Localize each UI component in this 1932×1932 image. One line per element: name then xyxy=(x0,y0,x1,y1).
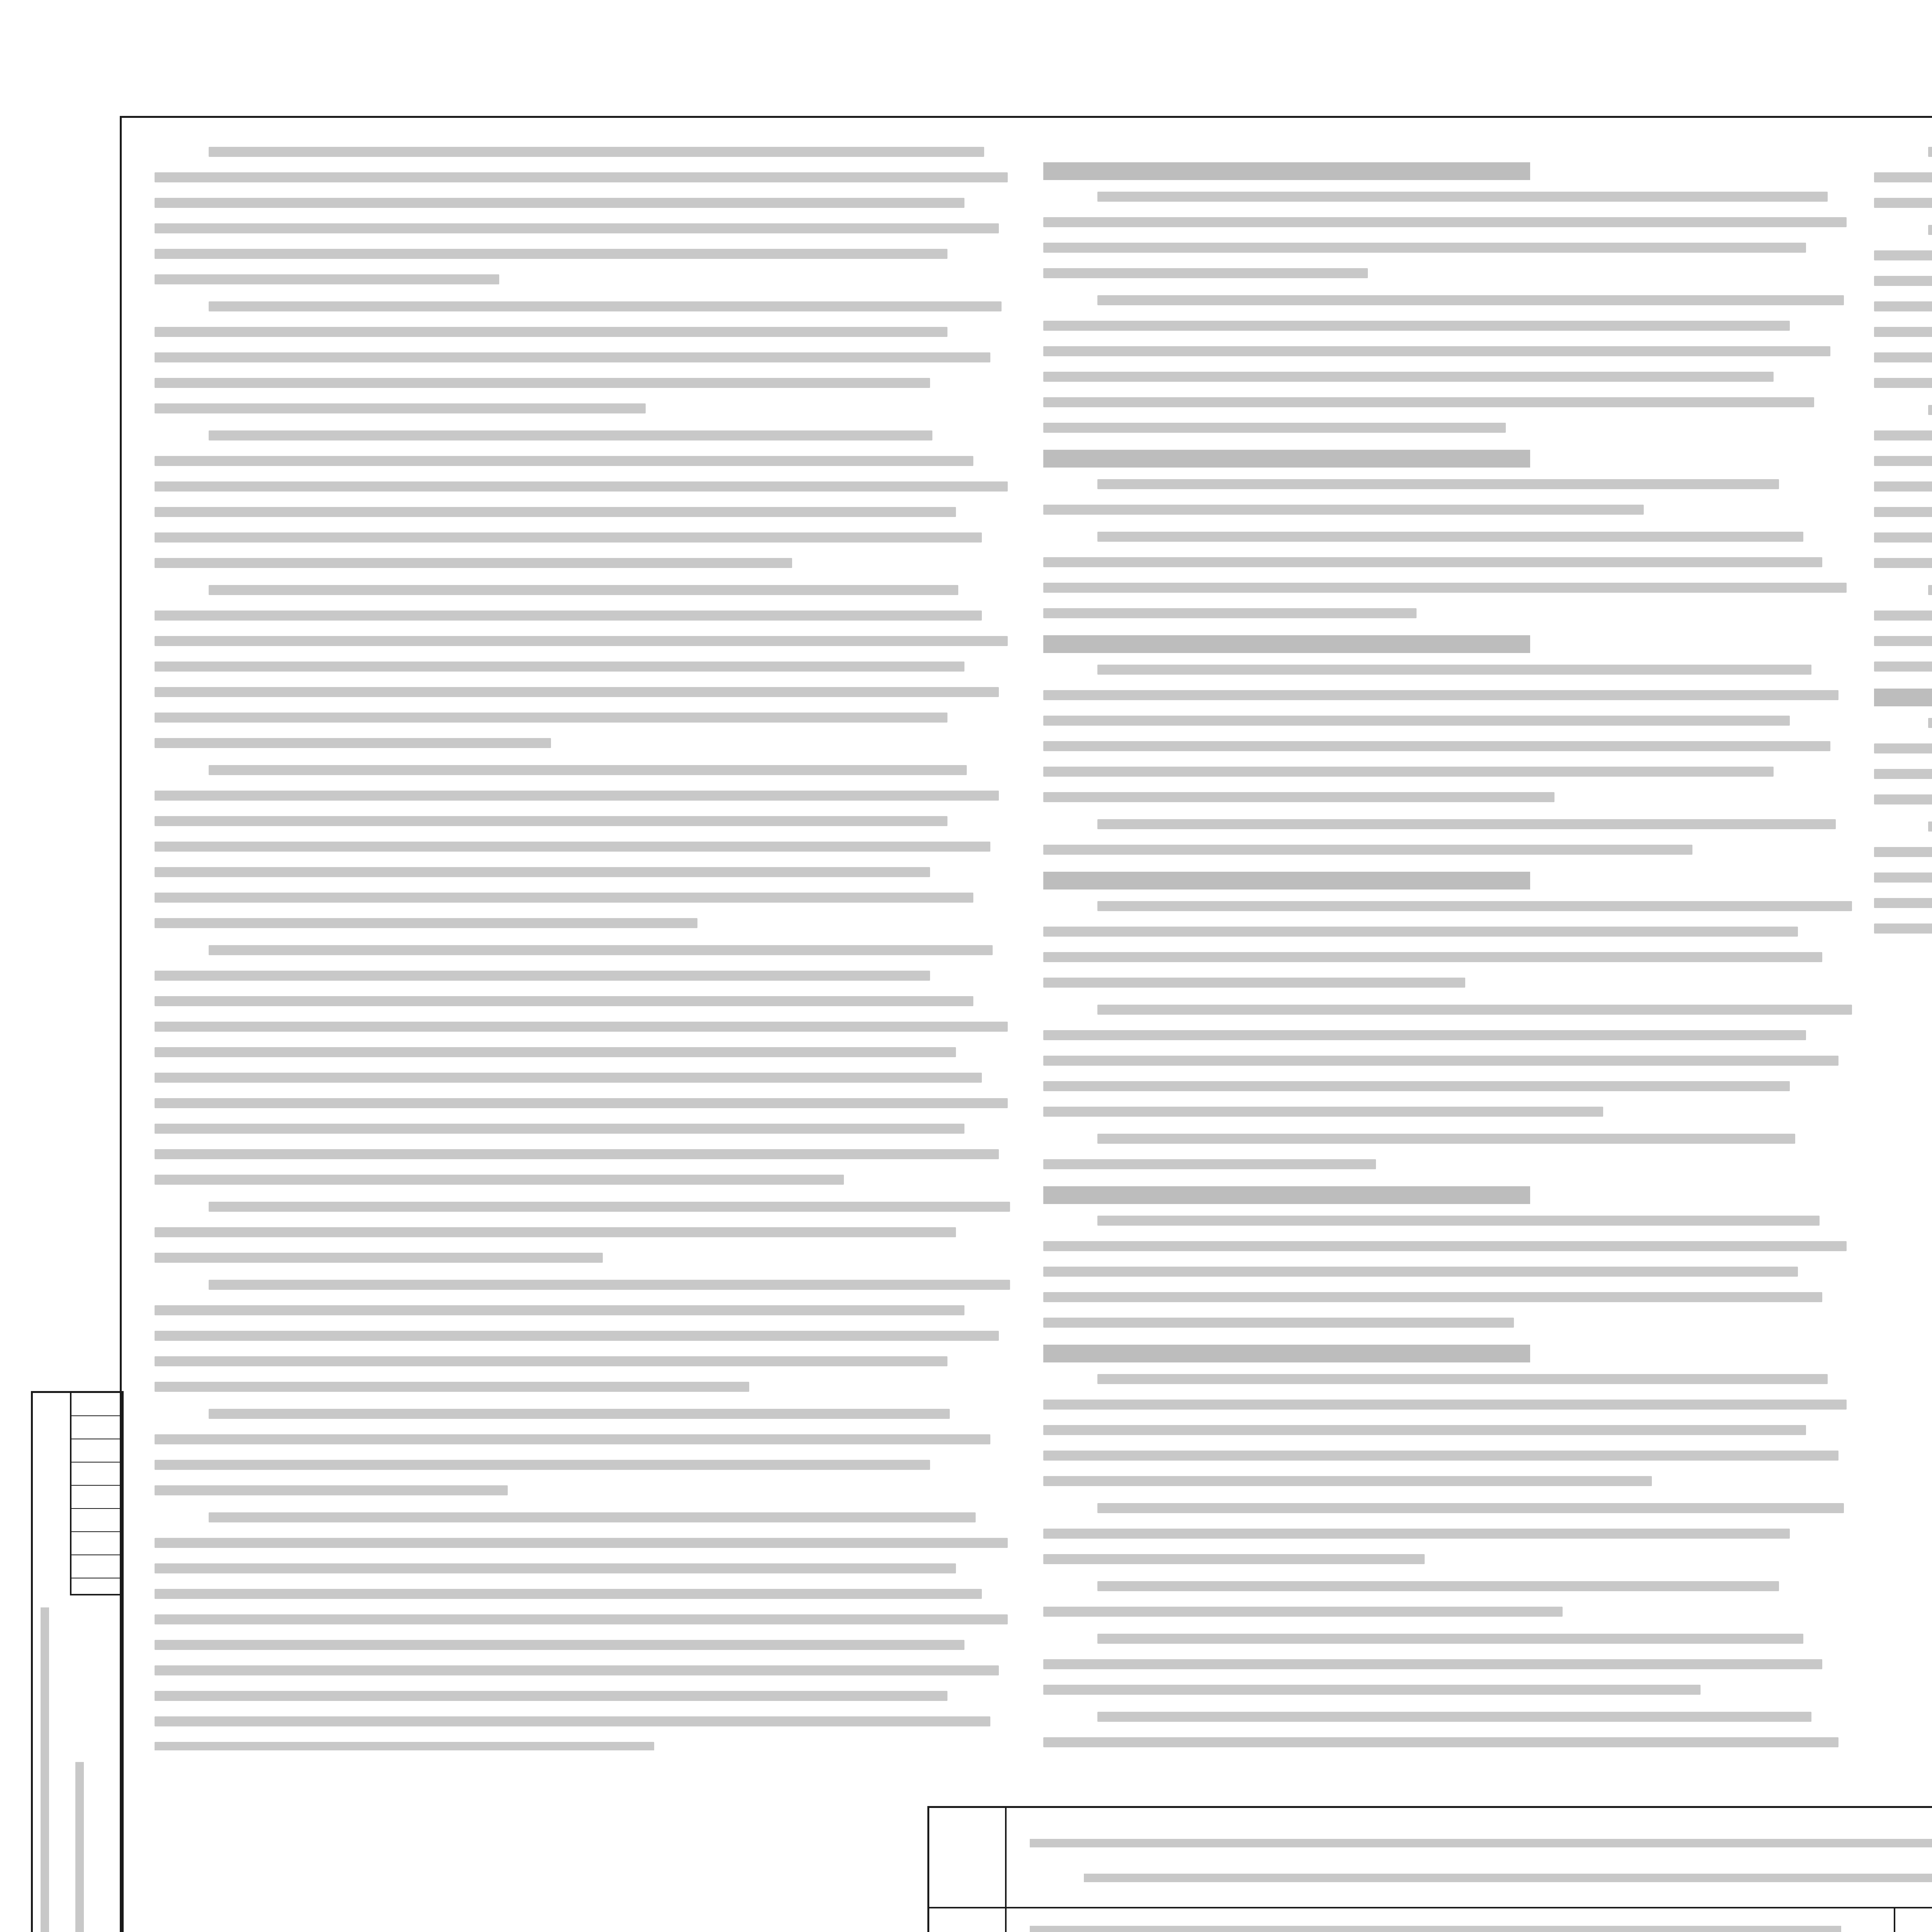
text-line xyxy=(155,662,964,672)
text-line xyxy=(155,1098,1008,1108)
text-line xyxy=(155,1742,654,1750)
text-line xyxy=(155,636,1008,646)
title-block-year-cell xyxy=(929,1908,1007,1932)
text-line xyxy=(155,1563,956,1573)
text-line xyxy=(1043,505,1644,515)
paragraph xyxy=(155,301,1016,413)
text-line xyxy=(155,687,999,697)
text-line xyxy=(1043,1685,1701,1695)
text-line xyxy=(1097,1712,1811,1722)
text-line xyxy=(1043,978,1465,988)
title-block-sheet-subject-cell xyxy=(1007,1908,1895,1932)
text-line xyxy=(155,791,999,801)
text-line xyxy=(155,1124,964,1134)
text-line xyxy=(1043,372,1774,382)
text-line xyxy=(1928,821,1932,832)
text-line xyxy=(1043,1529,1790,1539)
title-block-sheet-name-cell xyxy=(1895,1908,1932,1932)
text-line xyxy=(155,558,792,568)
text-line xyxy=(1874,636,1932,646)
text-line xyxy=(1874,898,1932,908)
text-line xyxy=(1043,268,1368,278)
text-line xyxy=(155,1149,999,1159)
text-line xyxy=(1043,346,1830,356)
text-line xyxy=(209,1512,976,1522)
text-line xyxy=(1874,456,1932,466)
text-line xyxy=(155,223,999,233)
text-line xyxy=(155,611,982,621)
text-line xyxy=(1043,1400,1847,1410)
paragraph xyxy=(1043,665,1855,802)
text-line xyxy=(1097,819,1836,829)
paragraph xyxy=(1043,479,1855,515)
text-line xyxy=(155,971,930,981)
text-line xyxy=(1043,217,1847,227)
text-line xyxy=(155,1047,956,1057)
text-column-middle xyxy=(1043,147,1855,1750)
text-line xyxy=(155,1356,947,1366)
paragraph xyxy=(155,585,1016,748)
text-line xyxy=(1043,1476,1652,1486)
text-line xyxy=(1043,1056,1838,1066)
paragraph xyxy=(1874,718,1932,804)
text-line xyxy=(155,1589,982,1599)
section-heading xyxy=(1043,1345,1530,1362)
paragraph xyxy=(155,1280,1016,1392)
text-line xyxy=(1874,301,1932,311)
title-block xyxy=(927,1806,1932,1932)
text-line xyxy=(209,585,958,595)
text-column-right xyxy=(1874,147,1932,1750)
paragraph xyxy=(1874,585,1932,672)
text-line xyxy=(1043,1081,1790,1091)
text-line xyxy=(1043,1030,1806,1040)
text-line xyxy=(155,1460,930,1470)
text-line xyxy=(1043,845,1692,855)
title-block-document-title-cell xyxy=(1007,1808,1932,1908)
text-line xyxy=(1043,608,1417,618)
text-line xyxy=(155,249,947,259)
text-line xyxy=(1043,690,1838,700)
paragraph xyxy=(1043,1005,1855,1117)
text-line xyxy=(1043,1425,1806,1435)
text-line xyxy=(155,713,947,723)
text-line xyxy=(155,1665,999,1675)
text-line xyxy=(1043,243,1806,253)
paragraph xyxy=(1043,1374,1855,1486)
text-line xyxy=(1874,481,1932,492)
text-line xyxy=(155,1434,990,1444)
paragraph xyxy=(1043,901,1855,988)
text-line xyxy=(1928,147,1932,157)
text-line xyxy=(1097,192,1828,202)
paragraph xyxy=(1043,295,1855,433)
section-heading xyxy=(1043,635,1530,653)
text-line xyxy=(209,1202,1010,1212)
paragraph xyxy=(1043,532,1855,618)
text-line xyxy=(1874,378,1932,388)
approval-stamp xyxy=(31,1391,124,1932)
text-line xyxy=(1043,1607,1563,1617)
paragraph xyxy=(1043,1581,1855,1617)
paragraph xyxy=(155,945,1016,1185)
text-line xyxy=(1097,1374,1828,1384)
paragraph xyxy=(155,1202,1016,1263)
text-line xyxy=(1874,250,1932,260)
section-heading xyxy=(1043,450,1530,468)
paragraph xyxy=(1043,1216,1855,1328)
paragraph xyxy=(1874,821,1932,934)
paragraph xyxy=(155,765,1016,928)
text-line xyxy=(155,172,1008,182)
text-line xyxy=(1874,872,1932,883)
text-line xyxy=(155,1227,956,1237)
text-line xyxy=(155,507,956,517)
text-line xyxy=(155,1331,999,1341)
text-line xyxy=(1043,1241,1847,1251)
text-line xyxy=(155,842,990,852)
paragraph xyxy=(1874,147,1932,208)
text-line xyxy=(1874,532,1932,543)
text-line xyxy=(209,301,1002,311)
text-line xyxy=(155,274,499,284)
text-line xyxy=(155,1073,982,1083)
text-line xyxy=(1043,583,1847,593)
text-line xyxy=(155,996,973,1006)
text-line xyxy=(209,147,984,157)
text-line xyxy=(1928,405,1932,415)
text-line xyxy=(1874,923,1932,934)
paragraph xyxy=(1043,819,1855,855)
stamp-organization-text xyxy=(41,1414,56,1932)
text-line xyxy=(155,1253,603,1263)
text-line xyxy=(1874,743,1932,753)
text-line xyxy=(155,532,982,543)
text-line xyxy=(1043,321,1790,331)
text-line xyxy=(1874,430,1932,440)
text-line xyxy=(1043,927,1798,937)
text-line xyxy=(1097,1634,1803,1644)
text-line xyxy=(1874,352,1932,362)
text-line xyxy=(155,1640,964,1650)
text-line xyxy=(1097,901,1852,911)
text-line xyxy=(155,403,646,413)
paragraph xyxy=(1043,1712,1855,1750)
text-line xyxy=(155,918,697,928)
text-line xyxy=(155,1305,964,1315)
text-line xyxy=(1043,1659,1822,1669)
stamp-city-text xyxy=(75,1646,91,1932)
text-line xyxy=(1874,198,1932,208)
text-line xyxy=(155,738,551,748)
text-line xyxy=(1097,1503,1844,1513)
text-line xyxy=(1043,792,1554,802)
text-line xyxy=(209,945,993,955)
title-block-code-cell xyxy=(929,1808,1007,1908)
text-line xyxy=(1043,1554,1425,1564)
text-line xyxy=(1043,423,1506,433)
paragraph xyxy=(155,430,1016,568)
text-line xyxy=(155,1716,990,1726)
text-line xyxy=(1097,295,1844,305)
text-line xyxy=(155,1175,844,1185)
text-line xyxy=(1097,1216,1820,1226)
text-line xyxy=(1874,276,1932,286)
paragraph xyxy=(1043,1134,1855,1169)
text-line xyxy=(155,816,947,826)
text-line xyxy=(209,765,967,775)
text-line xyxy=(155,1382,749,1392)
paragraph xyxy=(155,1512,1016,1750)
text-line xyxy=(1874,558,1932,568)
text-line xyxy=(1874,794,1932,804)
section-heading xyxy=(1043,162,1530,180)
text-line xyxy=(155,378,930,388)
paragraph xyxy=(1874,405,1932,568)
text-line xyxy=(155,1691,947,1701)
text-line xyxy=(1043,1107,1603,1117)
text-line xyxy=(1043,741,1830,751)
text-line xyxy=(1097,532,1803,542)
section-heading xyxy=(1874,689,1932,706)
text-line xyxy=(155,456,973,466)
text-line xyxy=(1043,716,1790,726)
text-line xyxy=(155,1022,1008,1032)
paragraph xyxy=(1043,1503,1855,1564)
section-heading xyxy=(1043,872,1530,889)
text-line xyxy=(155,1485,508,1495)
text-line xyxy=(1928,718,1932,728)
text-line xyxy=(1097,1581,1779,1591)
paragraph xyxy=(1874,225,1932,388)
text-line xyxy=(1043,557,1822,567)
text-column-left xyxy=(155,147,1016,1750)
stamp-signature-grid xyxy=(70,1393,122,1595)
text-line xyxy=(1874,847,1932,857)
text-line xyxy=(155,327,947,337)
text-line xyxy=(1097,665,1811,675)
text-line xyxy=(1874,611,1932,621)
paragraph xyxy=(1043,1634,1855,1695)
text-line xyxy=(209,430,932,440)
text-line xyxy=(209,1280,1010,1290)
text-line xyxy=(1928,225,1932,235)
section-heading xyxy=(1043,1186,1530,1204)
text-line xyxy=(209,1409,950,1419)
text-line xyxy=(155,481,1008,492)
text-line xyxy=(1097,1005,1852,1015)
text-line xyxy=(1043,767,1774,777)
text-line xyxy=(1043,397,1814,407)
text-line xyxy=(1043,1737,1838,1747)
text-line xyxy=(1043,1292,1822,1302)
text-line xyxy=(1874,507,1932,517)
text-line xyxy=(1874,769,1932,779)
paragraph xyxy=(155,1409,1016,1495)
text-line xyxy=(155,352,990,362)
text-line xyxy=(1043,1451,1838,1461)
text-line xyxy=(155,867,930,877)
text-line xyxy=(1097,1134,1795,1144)
text-line xyxy=(155,893,973,903)
paragraph xyxy=(155,147,1016,284)
text-line xyxy=(155,198,964,208)
text-line xyxy=(1874,327,1932,337)
paragraph xyxy=(1043,192,1855,278)
text-line xyxy=(1874,662,1932,672)
text-line xyxy=(1874,172,1932,182)
text-line xyxy=(1928,585,1932,595)
text-line xyxy=(1043,1318,1514,1328)
text-line xyxy=(155,1614,1008,1624)
text-line xyxy=(1043,1267,1798,1277)
text-line xyxy=(1097,479,1779,489)
text-line xyxy=(1043,952,1822,962)
text-line xyxy=(155,1538,1008,1548)
text-line xyxy=(1043,1159,1376,1169)
